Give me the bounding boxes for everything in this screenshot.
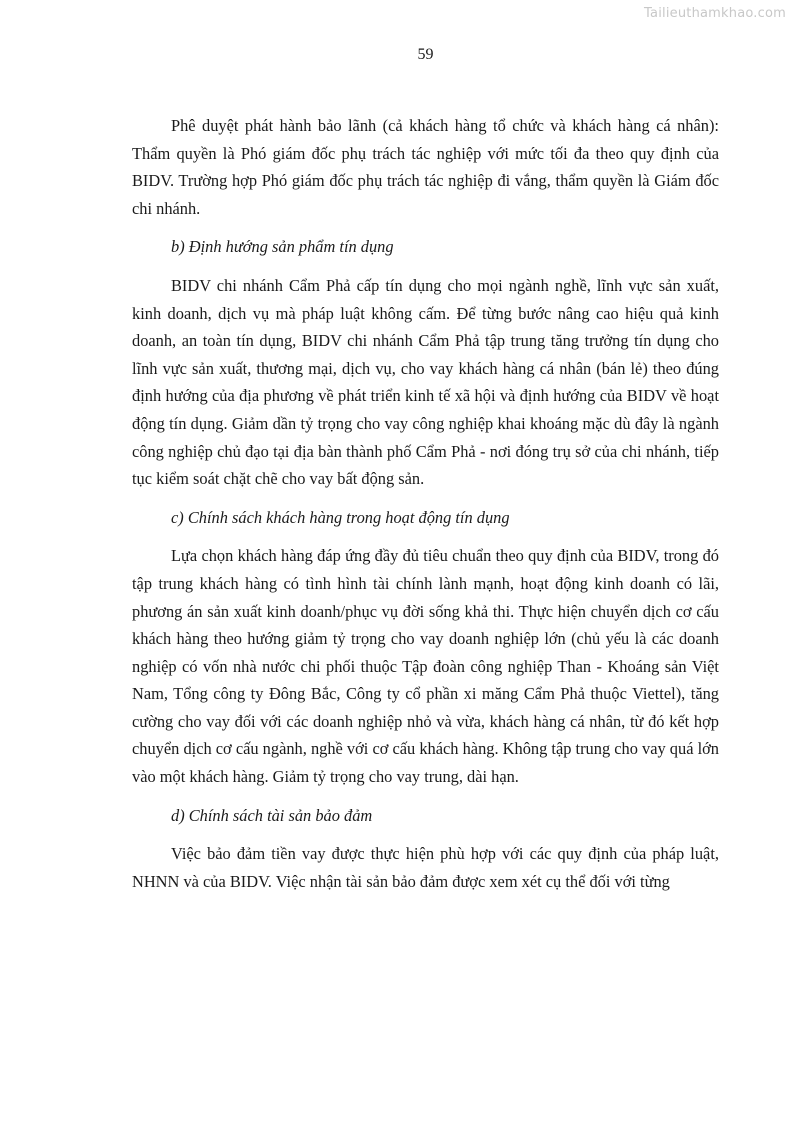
- section-heading-customer-policy: c) Chính sách khách hàng trong hoạt động tín dụng: [171, 507, 510, 527]
- page-number: 59: [417, 46, 434, 63]
- watermark: Tailieuthamkhao.com: [644, 6, 786, 21]
- paragraph-customer-policy: Lựa chọn khách hàng đáp ứng đầy đủ tiêu chuẩn theo quy định của BIDV, trong đó tập trung khách hàng có tình hình tài chính lành mạnh, hoạt động kinh doanh có lãi, phương án sản xuất kinh doanh/phục vụ đời sống khả thi. Thực hiện chuyển dịch cơ cấu khách hàng theo hướng giảm tỷ trọng cho vay doanh nghiệp lớn (chủ yếu là các doanh nghiệp có vốn nhà nước chi phối thuộc Tập đoàn công nghiệp Than - Khoáng sản Việt Nam, Tổng công ty Đông Bắc, Công ty cổ phần xi măng Cẩm Phả thuộc Viettel), tăng cường cho vay đối với các doanh nghiệp nhỏ và vừa, khách hàng cá nhân, từ đó kết hợp chuyển dịch cơ cấu ngành, nghề với cơ cấu khách hàng. Không tập trung cho vay quá lớn vào một khách hàng. Giảm tỷ trọng cho vay trung, dài hạn.: [132, 546, 719, 787]
- paragraph-approval-authority: Phê duyệt phát hành bảo lãnh (cả khách hàng tổ chức và khách hàng cá nhân): Thẩm quyền là Phó giám đốc phụ trách tác nghiệp với mức tối đa theo quy định của BIDV. Trường hợp Phó giám đốc phụ trách tác nghiệp đi vắng, thẩm quyền là Giám đốc chi nhánh.: [132, 116, 719, 218]
- section-heading-collateral-policy: d) Chính sách tài sản bảo đảm: [171, 805, 373, 825]
- paragraph-credit-product-orientation: BIDV chi nhánh Cẩm Phả cấp tín dụng cho mọi ngành nghề, lĩnh vực sản xuất, kinh doanh, dịch vụ mà pháp luật không cấm. Để từng bước nâng cao hiệu quả kinh doanh, an toàn tín dụng, BIDV chi nhánh Cẩm Phả tập trung tăng trưởng tín dụng cho lĩnh vực sản xuất, thương mại, dịch vụ, cho vay khách hàng cá nhân (bán lẻ) theo đúng định hướng của địa phương về phát triển kinh tế xã hội và định hướng của BIDV về hoạt động tín dụng. Giảm dần tỷ trọng cho vay công nghiệp khai khoáng mặc dù đây là ngành công nghiệp chủ đạo tại địa bàn thành phố Cẩm Phả - nơi đóng trụ sở của chi nhánh, tiếp tục kiểm soát chặt chẽ cho vay bất động sản.: [132, 275, 719, 489]
- paragraph-collateral-policy: Việc bảo đảm tiền vay được thực hiện phù hợp với các quy định của pháp luật, NHNN và của BIDV. Việc nhận tài sản bảo đảm được xem xét cụ thể đối với từng: [132, 844, 719, 891]
- section-heading-credit-product-orientation: b) Định hướng sản phẩm tín dụng: [171, 237, 394, 257]
- document-body: [132, 112, 719, 906]
